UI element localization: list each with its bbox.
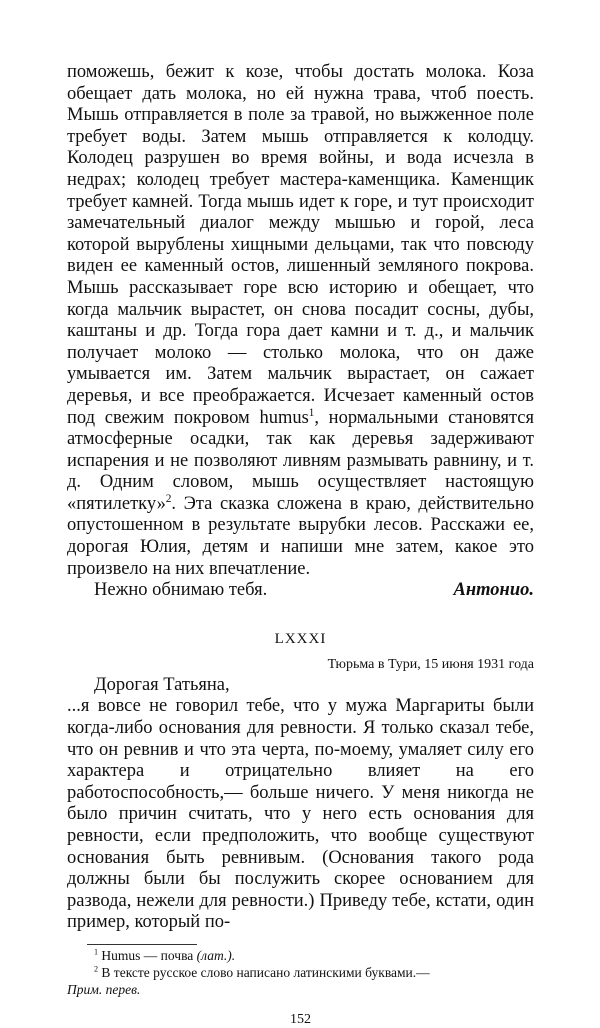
letter-closing [67, 580, 534, 602]
footnote-1 [67, 947, 534, 964]
body-text-part-2: , нормальными становятся атмосферные осадки, так как деревья задерживают испарения и не позволяют ливням размывать равнину, и т. д. Одним словом, мышь осуществляет настоящую «пятилетку» [67, 407, 534, 514]
footnotes [67, 947, 534, 998]
footnote-1-text: Humus — почва [101, 947, 194, 963]
signature: Антонио. [453, 580, 534, 601]
footnote-2-mark: 2 [94, 964, 99, 974]
letter-body: ...я вовсе не говорил тебе, что у мужа Маргариты были когда-либо основания для ревности. Я только сказал тебе, что он ревнив и что эта черта, по-моему, умаляет силу его характера и отрицательно влияет на его работоспособность,— больше ничего. У меня никогда не было причин считать, что у него есть основания для ревности, если предположить, что вообще существуют основания быть ревнивым. (Основания такого рода должны были бы послужить скорее основанием для развода, нежели для ревности.) Приведу тебе, кстати, один пример, который по- [67, 696, 534, 933]
body-text-part-3: . Эта сказка сложена в краю, действительно опустошенном в результате вырубки лесов. Расскажи ее, дорогая Юлия, детям и напиши мне затем, какое это произвело на них впечатление. [67, 493, 534, 579]
footnote-divider [87, 944, 197, 945]
footnote-2-text: В тексте русское слово написано латинскими буквами.— [101, 964, 430, 980]
page-number: 152 [290, 1011, 311, 1027]
letter-number-heading: LXXXI [274, 630, 327, 647]
letter-salutation: Дорогая Татьяна, [94, 674, 230, 695]
closing-phrase: Нежно обнимаю тебя. [94, 580, 268, 601]
footnote-ref-1: 1 [308, 406, 315, 419]
footnote-2 [67, 964, 534, 981]
letter-dateline: Тюрьма в Тури, 15 июня 1931 года [327, 656, 534, 672]
footnote-2-note: Прим. перев. [67, 981, 141, 997]
book-page [67, 62, 534, 1028]
footnote-ref-2: 2 [165, 492, 172, 505]
footnote-1-lang: (лат.). [196, 947, 236, 963]
footnote-1-mark: 1 [94, 947, 99, 957]
letter-body-continued [67, 62, 534, 580]
body-text-part-1: поможешь, бежит к козе, чтобы достать молока. Коза обещает дать молока, но ей нужна трава, чтоб поесть. Мышь отправляется в поле за травой, но выжженное поле требует воды. Затем мышь отправляется к колодцу. Колодец разрушен во время войны, и вода исчезла в недрах; колодец требует мастера-каменщика. Каменщик требует камней. Тогда мышь идет к горе, и тут происходит замечательный диалог между мышью и горой, леса которой вырублены хищными дельцами, так что повсюду виден ее каменный остов, лишенный земляного покрова. Мышь рассказывает горе всю историю и обещает, что когда мальчик вырастет, он снова посадит сосны, дубы, каштаны и др. Тогда гора дает камни и т. д., и мальчик получает молоко — столько молока, что он даже умывается им. Затем мальчик вырастает, он сажает деревья, и все преображается. Исчезает каменный остов под свежим покровом humus [67, 62, 534, 428]
